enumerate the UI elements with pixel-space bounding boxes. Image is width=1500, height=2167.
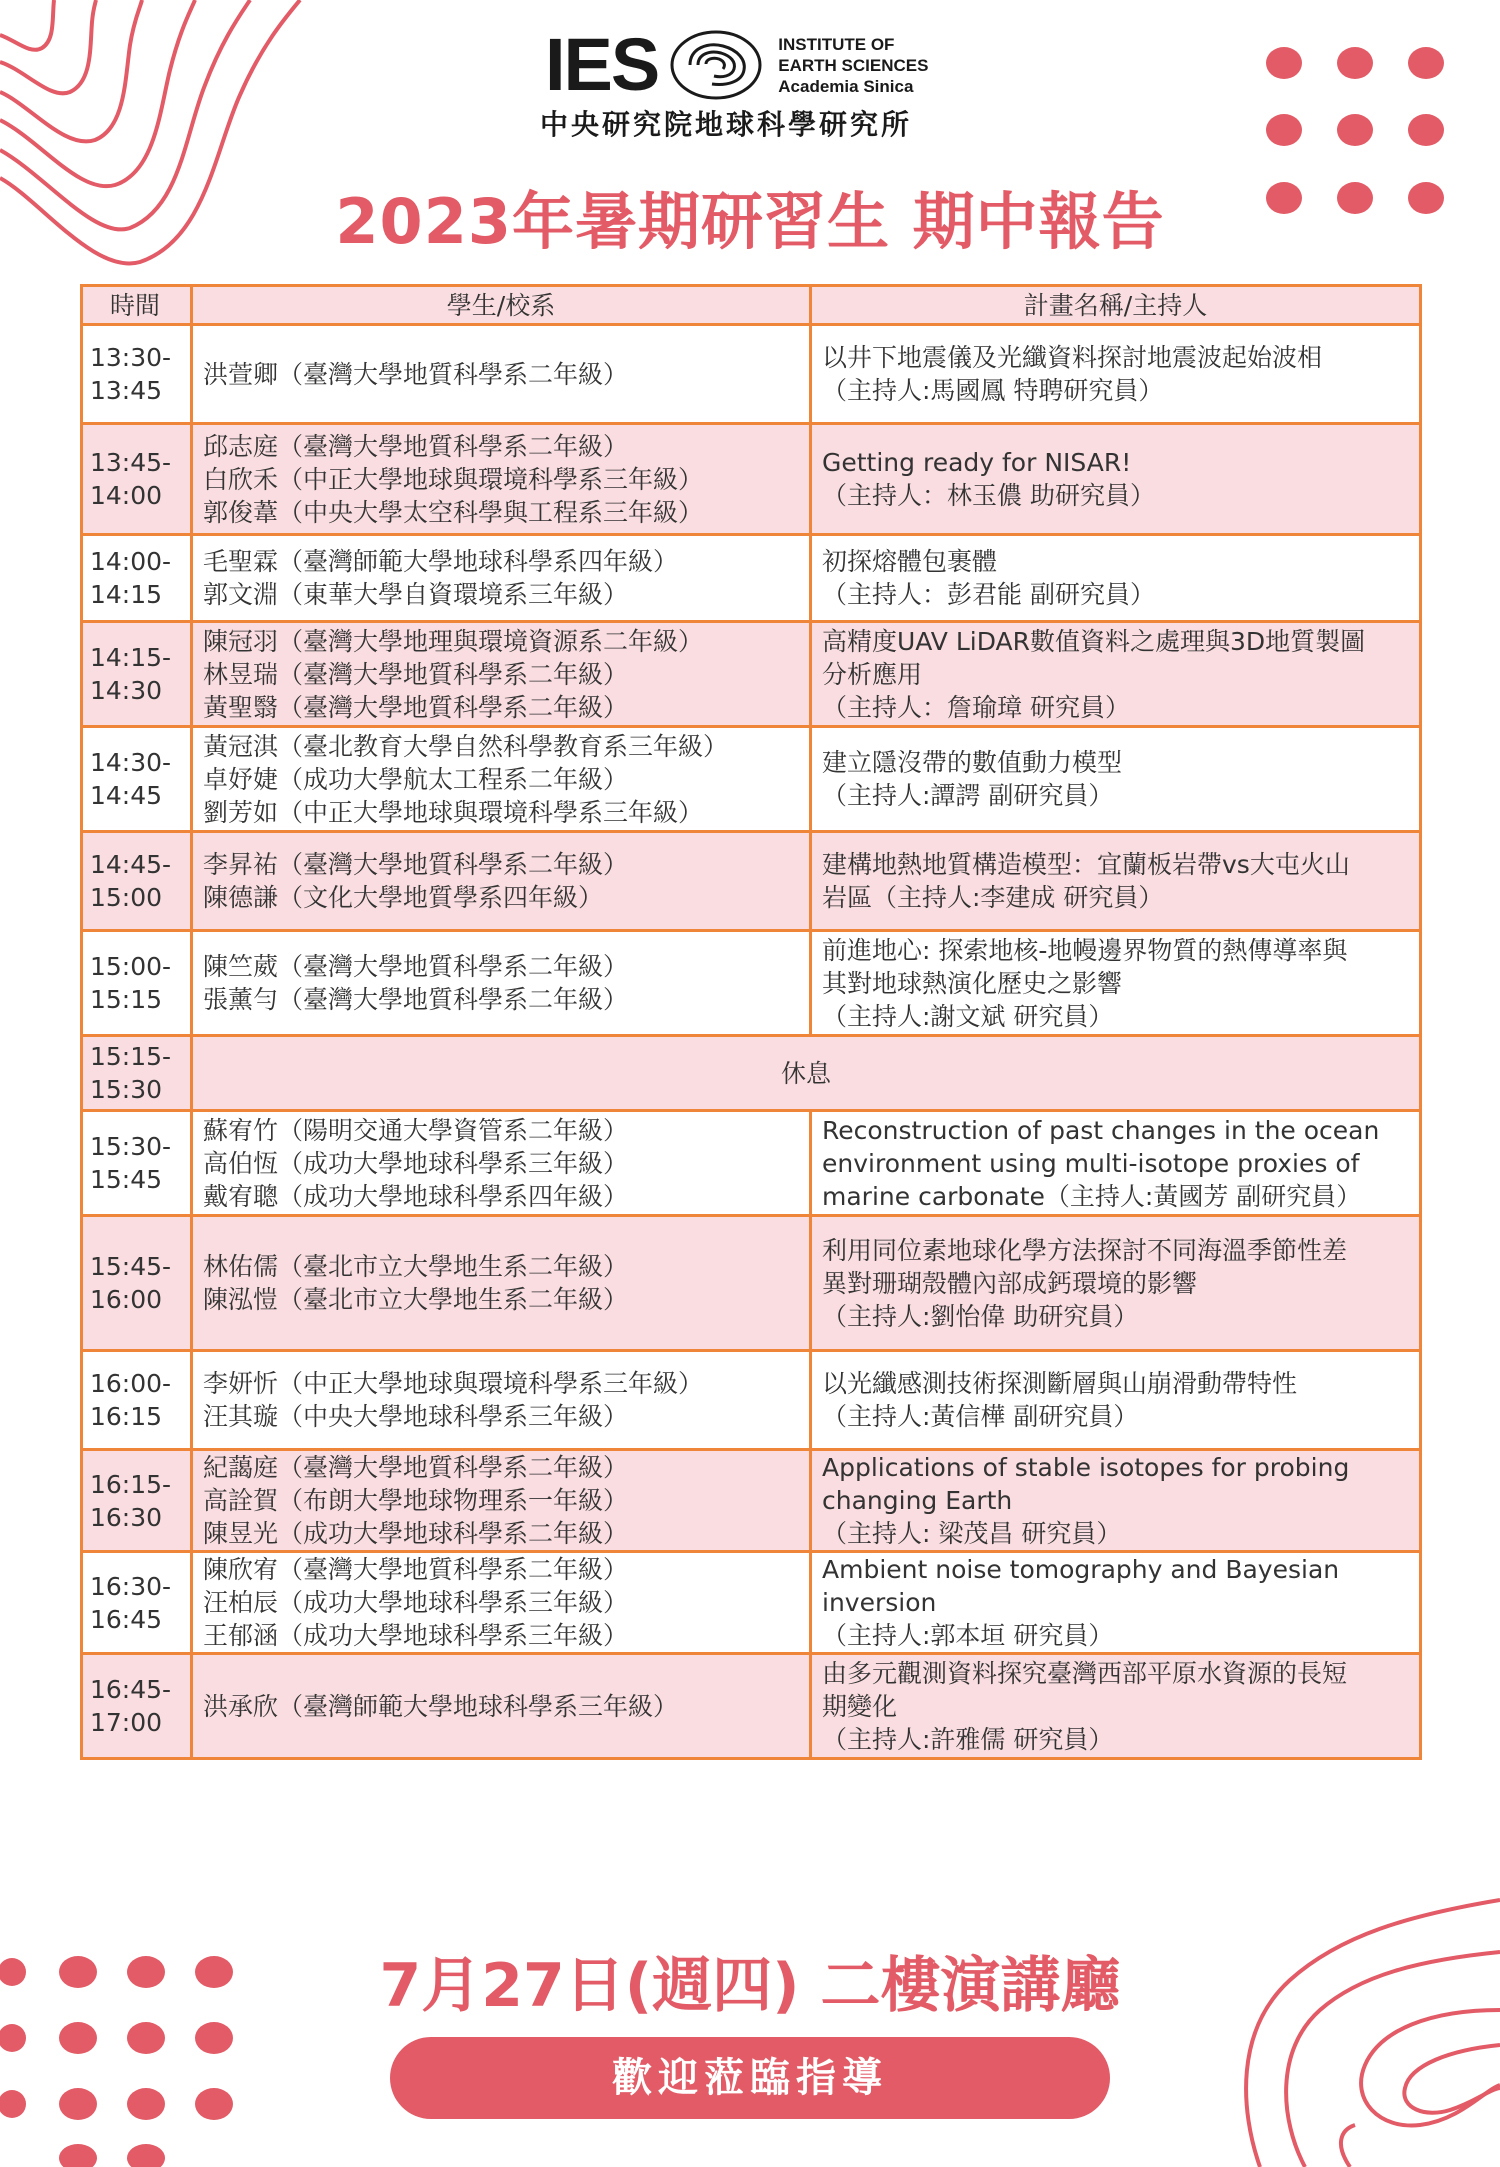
students-cell-line: 卓妤婕（成功大學航太工程系二年級） bbox=[203, 764, 629, 794]
students-cell-line: 黃聖翳（臺灣大學地質科學系二年級） bbox=[203, 692, 629, 722]
table-row bbox=[82, 1654, 1421, 1759]
table-row bbox=[82, 727, 1421, 832]
time-cell-line: 14:30 bbox=[90, 676, 163, 705]
table-row bbox=[82, 535, 1421, 622]
time-cell bbox=[82, 1552, 192, 1654]
project-cell-line: 利用同位素地球化學方法探討不同海溫季節性差 bbox=[822, 1235, 1348, 1265]
students-cell-line: 紀藹庭（臺灣大學地質科學系二年級） bbox=[203, 1453, 629, 1482]
project-cell-line: 由多元觀測資料探究臺灣西部平原水資源的長短 bbox=[822, 1658, 1348, 1688]
header-project: 計畫名稱/主持人 bbox=[811, 286, 1421, 325]
table-row bbox=[82, 1552, 1421, 1654]
students-cell-line: 李昇祐（臺灣大學地質科學系二年級） bbox=[203, 850, 629, 879]
break-cell: 休息 bbox=[192, 1036, 1421, 1111]
time-cell bbox=[82, 1036, 192, 1111]
time-cell bbox=[82, 325, 192, 424]
project-cell bbox=[811, 325, 1421, 424]
table-row bbox=[82, 931, 1421, 1036]
time-cell-line: 16:00 bbox=[90, 1285, 163, 1314]
project-cell-line: 岩區（主持人:李建成 研究員） bbox=[822, 883, 1164, 912]
students-cell bbox=[192, 1216, 811, 1351]
project-cell bbox=[811, 1450, 1421, 1552]
event-date-location: 7月27日(週四) 二樓演講廳 bbox=[379, 1951, 1121, 2021]
time-cell-line: 16:30 bbox=[90, 1502, 163, 1532]
ies-emblem-icon bbox=[668, 28, 764, 102]
institute-line: Academia Sinica bbox=[778, 76, 914, 96]
time-cell-line: 15:45 bbox=[90, 1165, 163, 1194]
project-cell-line: 異對珊瑚殼體內部成鈣環境的影響 bbox=[822, 1268, 1198, 1298]
time-cell-line: 16:45 bbox=[90, 1604, 163, 1634]
break-row bbox=[82, 1036, 1421, 1111]
time-cell-line: 15:15 bbox=[90, 985, 163, 1014]
project-cell bbox=[811, 1111, 1421, 1216]
project-cell-line: 期變化 bbox=[822, 1691, 898, 1721]
institute-name-chinese: 中央研究院地球科學研究所 bbox=[540, 108, 913, 141]
project-cell-line: （主持人:黃信樺 副研究員） bbox=[822, 1402, 1139, 1431]
time-cell bbox=[82, 1351, 192, 1450]
students-cell bbox=[192, 1654, 811, 1759]
table-row bbox=[82, 1216, 1421, 1351]
project-cell-line: 分析應用 bbox=[822, 659, 923, 689]
header-time: 時間 bbox=[82, 286, 192, 325]
project-cell bbox=[811, 1552, 1421, 1654]
students-cell-line: 王郁涵（成功大學地球科學系三年級） bbox=[203, 1621, 629, 1650]
students-cell-line: 毛聖霖（臺灣師範大學地球科學系四年級） bbox=[203, 547, 679, 576]
project-cell-line: （主持人：詹瑜璋 研究員） bbox=[822, 692, 1130, 722]
project-cell-line: 初探熔體包裹體 bbox=[822, 547, 998, 576]
students-cell bbox=[192, 832, 811, 931]
students-cell bbox=[192, 1111, 811, 1216]
time-cell-line: 16:30- bbox=[90, 1571, 172, 1601]
time-cell-line: 14:15 bbox=[90, 580, 163, 609]
students-cell-line: 高詮賀（布朗大學地球物理系一年級） bbox=[203, 1486, 629, 1515]
time-cell-line: 14:45 bbox=[90, 781, 163, 810]
students-cell-line: 邱志庭（臺灣大學地質科學系二年級） bbox=[203, 431, 629, 461]
project-cell-line: （主持人：林玉儂 助研究員） bbox=[822, 481, 1155, 510]
students-cell-line: 戴宥聰（成功大學地球科學系四年級） bbox=[203, 1181, 629, 1211]
students-cell bbox=[192, 535, 811, 622]
table-row bbox=[82, 325, 1421, 424]
table-row bbox=[82, 832, 1421, 931]
students-cell-line: 張薰勻（臺灣大學地質科學系二年級） bbox=[203, 985, 629, 1014]
students-cell-line: 郭俊葦（中央大學太空科學與工程系三年級） bbox=[203, 497, 704, 527]
project-cell-line: marine carbonate（主持人:黃國芳 副研究員） bbox=[822, 1181, 1362, 1211]
table-row bbox=[82, 1351, 1421, 1450]
students-cell-line: 陳昱光（成功大學地球科學系二年級） bbox=[203, 1519, 629, 1548]
time-cell bbox=[82, 1111, 192, 1216]
schedule-body bbox=[82, 325, 1421, 1759]
time-cell-line: 14:30- bbox=[90, 748, 172, 777]
students-cell bbox=[192, 1552, 811, 1654]
students-cell-line: 白欣禾（中正大學地球與環境科學系三年級） bbox=[203, 464, 704, 494]
time-cell-line: 15:15- bbox=[90, 1042, 172, 1071]
time-cell-line: 13:30- bbox=[90, 343, 172, 372]
students-cell-line: 洪承欣（臺灣師範大學地球科學系三年級） bbox=[203, 1691, 679, 1721]
time-cell-line: 14:45- bbox=[90, 850, 172, 879]
time-cell bbox=[82, 1654, 192, 1759]
students-cell bbox=[192, 424, 811, 535]
time-cell bbox=[82, 622, 192, 727]
project-cell-line: environment using multi-isotope proxies of bbox=[822, 1148, 1360, 1178]
time-cell bbox=[82, 424, 192, 535]
students-cell-line: 陳欣宥（臺灣大學地質科學系二年級） bbox=[203, 1555, 629, 1584]
institute-name-english bbox=[778, 34, 928, 97]
students-cell-line: 洪萱卿（臺灣大學地質科學系二年級） bbox=[203, 359, 629, 389]
students-cell-line: 黃冠淇（臺北教育大學自然科學教育系三年級） bbox=[203, 731, 729, 761]
table-row bbox=[82, 1450, 1421, 1552]
time-cell-line: 13:45 bbox=[90, 376, 163, 405]
project-cell bbox=[811, 1654, 1421, 1759]
students-cell bbox=[192, 1450, 811, 1552]
logo-abbr: IES bbox=[545, 23, 659, 106]
time-cell bbox=[82, 535, 192, 622]
project-cell bbox=[811, 1351, 1421, 1450]
table-row bbox=[82, 622, 1421, 727]
time-cell-line: 14:15- bbox=[90, 643, 172, 672]
table-row bbox=[82, 1111, 1421, 1216]
project-cell-line: （主持人:馬國鳳 特聘研究員） bbox=[822, 376, 1164, 405]
time-cell-line: 16:00- bbox=[90, 1369, 172, 1398]
time-cell bbox=[82, 1450, 192, 1552]
students-cell-line: 陳竺葳（臺灣大學地質科學系二年級） bbox=[203, 952, 629, 981]
welcome-banner: 歡迎蒞臨指導 bbox=[390, 2037, 1110, 2119]
students-cell-line: 劉芳如（中正大學地球與環境科學系三年級） bbox=[203, 797, 704, 827]
students-cell bbox=[192, 325, 811, 424]
project-cell-line: 建立隱沒帶的數值動力模型 bbox=[822, 748, 1123, 777]
students-cell-line: 汪柏辰（成功大學地球科學系三年級） bbox=[203, 1588, 629, 1617]
time-cell-line: 17:00 bbox=[90, 1708, 163, 1737]
time-cell-line: 14:00- bbox=[90, 547, 172, 576]
time-cell-line: 15:45- bbox=[90, 1252, 172, 1281]
project-cell-line: Reconstruction of past changes in the ocean bbox=[822, 1115, 1380, 1145]
table-row bbox=[82, 424, 1421, 535]
project-cell-line: （主持人:劉怡偉 助研究員） bbox=[822, 1301, 1139, 1331]
project-cell-line: 建構地熱地質構造模型：宜蘭板岩帶vs大屯火山 bbox=[822, 850, 1350, 879]
ies-logo bbox=[545, 23, 929, 106]
time-cell-line: 14:00 bbox=[90, 481, 163, 510]
project-cell bbox=[811, 622, 1421, 727]
table-header-row bbox=[82, 286, 1421, 325]
time-cell bbox=[82, 931, 192, 1036]
students-cell-line: 郭文淵（東華大學自資環境系三年級） bbox=[203, 580, 629, 609]
students-cell-line: 蘇宥竹（陽明交通大學資管系二年級） bbox=[203, 1115, 629, 1145]
project-cell-line: 其對地球熱演化歷史之影響 bbox=[822, 968, 1123, 998]
header bbox=[0, 0, 1500, 280]
students-cell-line: 陳冠羽（臺灣大學地理與環境資源系二年級） bbox=[203, 626, 704, 656]
institute-line: INSTITUTE OF bbox=[778, 34, 895, 54]
project-cell bbox=[811, 832, 1421, 931]
project-cell bbox=[811, 931, 1421, 1036]
project-cell bbox=[811, 424, 1421, 535]
project-cell-line: （主持人:許雅儒 研究員） bbox=[822, 1724, 1114, 1754]
time-cell-line: 16:15 bbox=[90, 1402, 163, 1431]
institute-line: EARTH SCIENCES bbox=[778, 55, 929, 75]
project-cell bbox=[811, 535, 1421, 622]
time-cell bbox=[82, 1216, 192, 1351]
time-cell-line: 15:30 bbox=[90, 1075, 163, 1104]
students-cell-line: 高伯恆（成功大學地球科學系三年級） bbox=[203, 1148, 629, 1178]
project-cell-line: inversion bbox=[822, 1588, 937, 1617]
project-cell bbox=[811, 727, 1421, 832]
project-cell bbox=[811, 1216, 1421, 1351]
students-cell bbox=[192, 1351, 811, 1450]
project-cell-line: 以光纖感測技術探測斷層與山崩滑動帶特性 bbox=[822, 1369, 1298, 1398]
project-cell-line: changing Earth bbox=[822, 1486, 1013, 1515]
students-cell bbox=[192, 931, 811, 1036]
time-cell-line: 16:45- bbox=[90, 1675, 172, 1704]
time-cell bbox=[82, 727, 192, 832]
time-cell-line: 16:15- bbox=[90, 1469, 172, 1499]
project-cell-line: （主持人: 梁茂昌 研究員） bbox=[822, 1519, 1122, 1548]
project-cell-line: 前進地心: 探索地核-地幔邊界物質的熱傳導率與 bbox=[822, 935, 1348, 965]
time-cell-line: 15:30- bbox=[90, 1132, 172, 1161]
time-cell-line: 15:00- bbox=[90, 952, 172, 981]
project-cell-line: （主持人：彭君能 副研究員） bbox=[822, 580, 1155, 609]
students-cell-line: 陳德謙（文化大學地質學系四年級） bbox=[203, 883, 604, 912]
project-cell-line: 以井下地震儀及光纖資料探討地震波起始波相 bbox=[822, 343, 1323, 372]
students-cell-line: 汪其璇（中央大學地球科學系三年級） bbox=[203, 1402, 629, 1431]
time-cell-line: 13:45- bbox=[90, 448, 172, 477]
project-cell-line: （主持人:郭本垣 研究員） bbox=[822, 1621, 1114, 1650]
students-cell-line: 陳泓愷（臺北市立大學地生系二年級） bbox=[203, 1285, 629, 1314]
page-title: 2023年暑期研習生 期中報告 bbox=[335, 185, 1165, 258]
students-cell bbox=[192, 622, 811, 727]
students-cell-line: 李妍忻（中正大學地球與環境科學系三年級） bbox=[203, 1369, 704, 1398]
students-cell-line: 林昱瑞（臺灣大學地質科學系二年級） bbox=[203, 659, 629, 689]
students-cell bbox=[192, 727, 811, 832]
header-students: 學生/校系 bbox=[192, 286, 811, 325]
project-cell-line: （主持人:譚諤 副研究員） bbox=[822, 781, 1114, 810]
project-cell-line: Ambient noise tomography and Bayesian bbox=[822, 1555, 1340, 1584]
project-cell-line: （主持人:謝文斌 研究員） bbox=[822, 1001, 1114, 1031]
time-cell-line: 15:00 bbox=[90, 883, 163, 912]
students-cell-line: 林佑儒（臺北市立大學地生系二年級） bbox=[203, 1252, 629, 1281]
project-cell-line: Applications of stable isotopes for probing bbox=[822, 1453, 1350, 1482]
project-cell-line: Getting ready for NISAR! bbox=[822, 448, 1132, 477]
time-cell bbox=[82, 832, 192, 931]
schedule-table bbox=[80, 284, 1422, 1760]
project-cell-line: 高精度UAV LiDAR數值資料之處理與3D地質製圖 bbox=[822, 626, 1366, 656]
